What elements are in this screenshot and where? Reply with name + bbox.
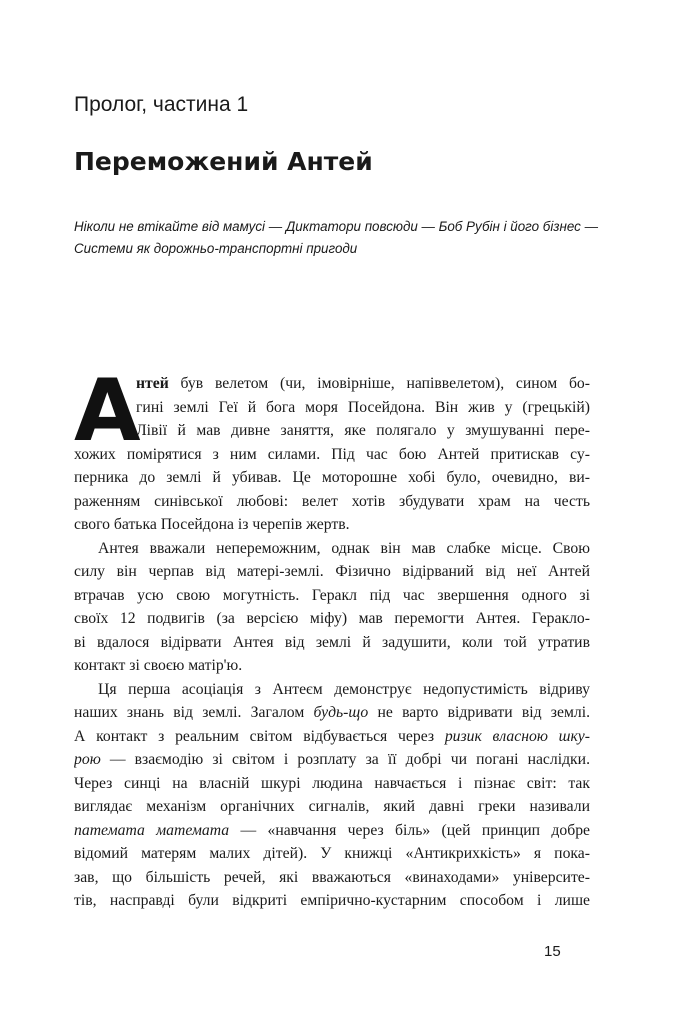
text-line bbox=[74, 372, 590, 396]
epigraph-line: Ніколи не втікайте від мамусі — Диктатори повсюди — Боб Рубін і його бізнес — bbox=[74, 219, 598, 234]
text-line bbox=[74, 701, 590, 725]
chapter-title: Переможений Антей bbox=[74, 147, 373, 176]
paragraph bbox=[74, 537, 590, 678]
text-line: Лівії й мав дивне заняття, яке полягало у змушуванні пере- bbox=[136, 422, 590, 439]
text-line bbox=[74, 725, 590, 749]
text-line: відомий матерям малих дітей). У книжці «Антикрихкість» я пока- bbox=[74, 845, 590, 862]
body-text bbox=[74, 361, 590, 913]
text-line: свого батька Посейдона із черепів жертв. bbox=[74, 516, 350, 533]
text-line: втрачав усю свою могутність. Геракл під час звершення одного зі bbox=[74, 586, 590, 604]
text-line: тів, насправді були відкриті емпірично-кустарним способом і лише bbox=[74, 892, 590, 909]
text-line: Через синці на власній шкурі людина навчається і пізнає світ: так bbox=[74, 774, 590, 792]
text-line: гині землі Геї й бога моря Посейдона. Він жив у (грецькій) bbox=[136, 398, 590, 416]
italic-span: патемата математа bbox=[74, 821, 230, 839]
part-label: Пролог, частина 1 bbox=[74, 93, 249, 116]
text-line: хожих помірятися з ним силами. Під час бою Антей притискав су- bbox=[74, 445, 590, 463]
text-line: Ця перша асоціація з Антеєм демонструє недопустимість відриву bbox=[98, 680, 590, 698]
italic-span: будь-що bbox=[313, 704, 369, 721]
epigraph bbox=[74, 216, 598, 260]
text-line: зав, що більшість речей, які вважаються «винаходами» університе- bbox=[74, 868, 590, 886]
text-line bbox=[74, 819, 590, 843]
text-line: силу він черпав від матері-землі. Фізично відірваний від неї Антей bbox=[74, 563, 590, 580]
page-number: 15 bbox=[544, 943, 561, 960]
italic-span: рою bbox=[74, 751, 101, 768]
text-line: контакт зі своєю матір'ю. bbox=[74, 657, 243, 674]
text-span: — взаємодію зі світом і розплату за її добрі чи погані наслідки. bbox=[100, 751, 590, 768]
bold-word: нтей bbox=[136, 375, 169, 392]
text-line: своїх 12 подвигів (за версією міфу) мав перемогти Антея. Гераклo- bbox=[74, 610, 590, 627]
drop-cap: А bbox=[74, 361, 141, 461]
text-span: не варто відривати від землі. bbox=[368, 704, 590, 721]
text-line bbox=[74, 748, 590, 772]
italic-span: ризик власною шку- bbox=[444, 727, 590, 745]
epigraph-line: Системи як дорожньо-транспортні пригоди bbox=[74, 241, 358, 256]
paragraph bbox=[74, 361, 590, 537]
text-span: був велетом (чи, імовірніше, напіввелетом), сином бо- bbox=[168, 375, 590, 392]
text-line: ві вдалося відірвати Антея від землі й задушити, коли той утратив bbox=[74, 633, 590, 651]
text-line: Антея вважали непереможним, однак він мав слабке місце. Свою bbox=[98, 539, 590, 557]
paragraph bbox=[74, 678, 590, 913]
text-span: А контакт з реальним світом відбувається через bbox=[74, 727, 445, 745]
text-line: перника до землі й убивав. Це моторошне хобі було, очевидно, ви- bbox=[74, 469, 590, 486]
text-span: наших знань від землі. Загалом bbox=[74, 704, 314, 721]
text-line: виглядає механізм органічних сигналів, який давні греки називали bbox=[74, 798, 590, 815]
text-span: — «навчання через біль» (цей принцип добре bbox=[229, 821, 590, 839]
text-line: раженням синівської любові: велет хотів збудувати храм на честь bbox=[74, 492, 590, 510]
